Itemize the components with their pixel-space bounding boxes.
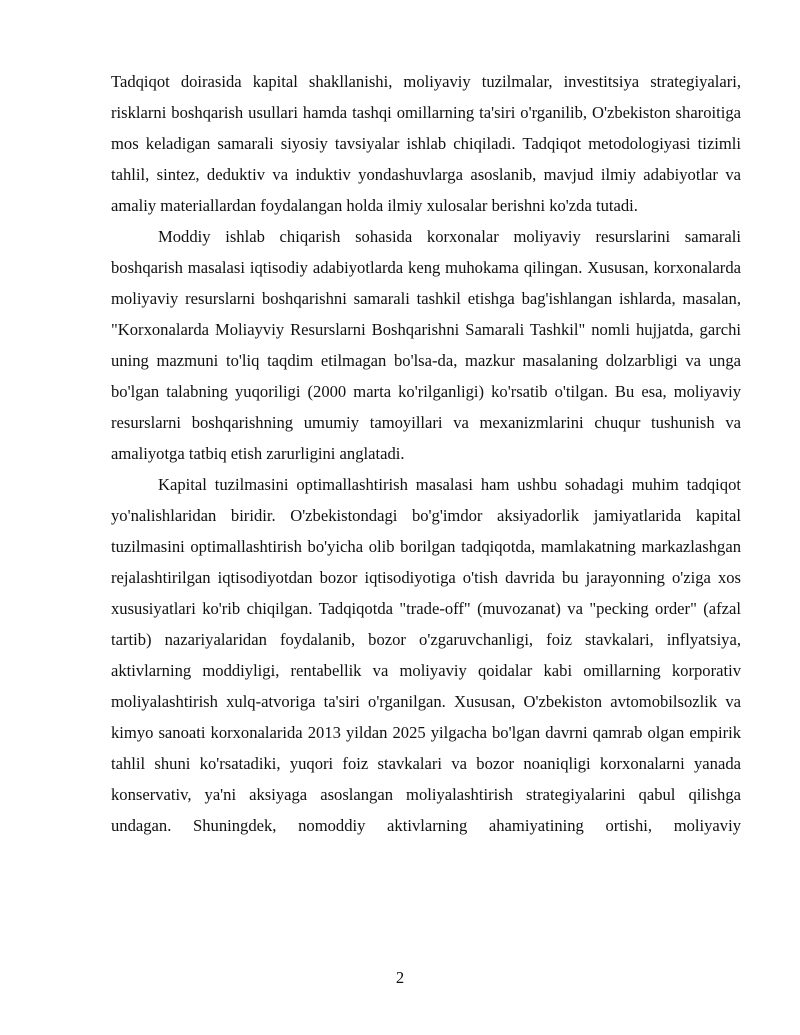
document-page: [111, 66, 741, 841]
paragraph-financial-resources: Moddiy ishlab chiqarish sohasida korxonalar moliyaviy resurslarini samarali boshqarish masalasi iqtisodiy adabiyotlarda keng muhokama qilingan. Xususan, korxonalarda moliyaviy resurslarni boshqarishni samarali tashkil etishga bag'ishlangan ishlarda, masalan, "Korxonalarda Moliayviy Resurslarni Boshqarishni Samarali Tashkil" nomli hujjatda, garchi uning mazmuni to'liq taqdim etilmagan bo'lsa-da, mazkur masalaning dolzarbligi va unga bo'lgan talabning yuqoriligi (2000 marta ko'rilganligi) ko'rsatib o'tilgan. Bu esa, moliyaviy resurslarni boshqarishning umumiy tamoyillari va mexanizmlarini chuqur tushunish va amaliyotga tatbiq etish zarurligini anglatadi.: [111, 227, 741, 463]
paragraph-research-scope: Tadqiqot doirasida kapital shakllanishi, moliyaviy tuzilmalar, investitsiya strategiyalari, risklarni boshqarish usullari hamda tashqi omillarning ta'siri o'rganilib, O'zbekiston sharoitiga mos keladigan samarali siyosiy tavsiyalar ishlab chiqiladi. Tadqiqot metodologiyasi tizimli tahlil, sintez, deduktiv va induktiv yondashuvlarga asoslanib, mavjud ilmiy adabiyotlar va amaliy materiallardan foydalangan holda ilmiy xulosalar berishni ko'zda tutadi.: [111, 72, 741, 215]
page-number: 2: [395, 968, 405, 987]
paragraph-capital-structure: Kapital tuzilmasini optimallashtirish masalasi ham ushbu sohadagi muhim tadqiqot yo'nalishlaridan biridir. O'zbekistondagi bo'g'imdor aksiyadorlik jamiyatlarida kapital tuzilmasini optimallashtirish bo'yicha olib borilgan tadqiqotda, mamlakatning markazlashgan rejalashtirilgan iqtisodiyotdan bozor iqtisodiyotiga o'tish davrida bu jarayonning o'ziga xos xususiyatlari ko'rib chiqilgan. Tadqiqotda "trade-off" (muvozanat) va "pecking order" (afzal tartib) nazariyalaridan foydalanib, bozor o'zgaruvchanligi, foiz stavkalari, inflyatsiya, aktivlarning moddiyligi, rentabellik va moliyaviy qoidalar kabi omillarning korporativ moliyalashtirish xulq-atvoriga ta'siri o'rganilgan. Xususan, O'zbekiston avtomobilsozlik va kimyo sanoati korxonalarida 2013 yildan 2025 yilgacha bo'lgan davrni qamrab olgan empirik tahlil shuni ko'rsatadiki, yuqori foiz stavkalari va bozor noaniqligi korxonalarni yanada konservativ, ya'ni aksiyaga asoslangan moliyalashtirish strategiyalarini qabul qilishga undagan. Shuningdek, nomoddiy aktivlarning ahamiyatining ortishi, moliyaviy: [111, 475, 741, 835]
